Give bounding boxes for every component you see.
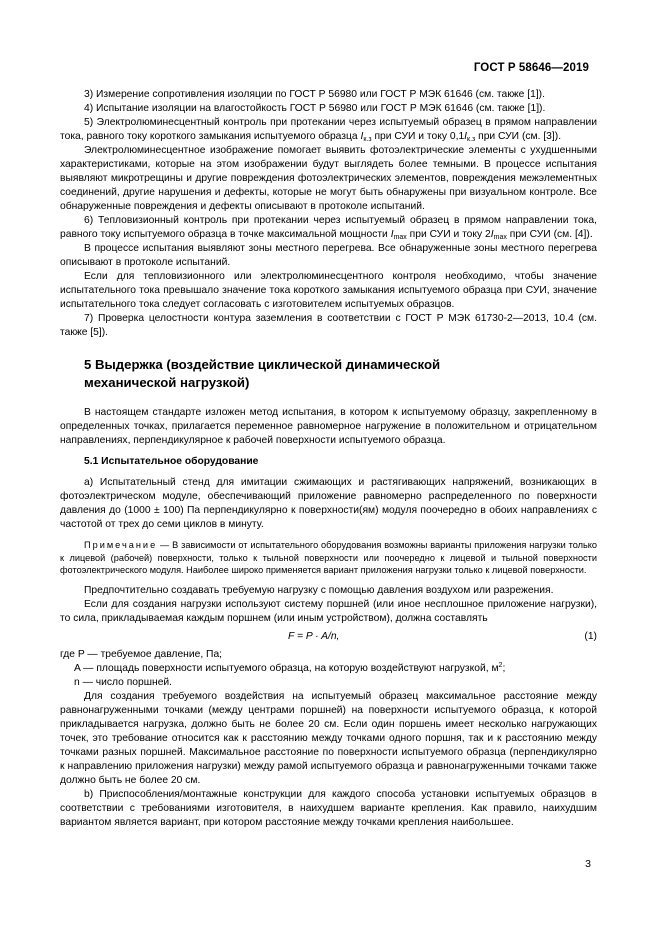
where-p: где P — требуемое давление, Па; — [60, 648, 223, 660]
item-6: 6) Тепловизионный контроль при протекании через испытуемый образец в прямом направлении тока, равного току испытуемого образца в точке максимальной мощности $I_{max}$ при СУИ и току $2I_{max}$ при СУИ (см. [4]). — [60, 215, 597, 241]
item-6-note: Если для тепловизионного или электролюминесцентного контроля необходимо, чтобы значение испытательного тока превышало значение тока короткого замыкания испытуемого образца при СУИ, значение испытательного тока следует согласовать с изготовителем испытуемых образцов. — [60, 271, 597, 310]
note: Примечание — В зависимости от испытательного оборудования возможны варианты приложения нагрузки только к лицевой (рабочей) поверхности, только к тыльной поверхности или поочередно к лицевой и тыльной поверхности фотоэлектрического модуля. Наиболее широко применяется вариант приложения нагрузки только к лицевой поверхности. — [60, 540, 597, 575]
section-5-intro: В настоящем стандарте изложен метод испытания, в котором к испытуемому образцу, закрепленному в определенных точках, прилагается переменное равномерное нагружение в положительном и отрицательном направлениях, перпендикулярное к рабочей поверхности испытуемого образца. — [60, 407, 597, 446]
where-a: A — площадь поверхности испытуемого образца, на которую воздействуют нагрузкой, $м^2$; — [74, 661, 506, 674]
section-5-title: 5 Выдержка (воздействие циклической динамической механической нагрузкой) — [84, 357, 441, 390]
piston-text: Если для создания нагрузки используют систему поршней (или иное несплошное приложение нагрузки), то сила, прикладываемая каждым поршнем (или иным устройством), должна составлять — [60, 598, 597, 624]
item-4: 4) Испытание изоляции на влагостойкость ГОСТ Р 56980 или ГОСТ Р МЭК 61646 (см. также [1]). — [84, 103, 546, 114]
section-5-1-title: 5.1 Испытательное оборудование — [84, 456, 259, 467]
item-3: 3) Измерение сопротивления изоляции по ГОСТ Р 56980 или ГОСТ Р МЭК 61646 (см. также [1]). — [84, 89, 545, 100]
page-number: 3 — [585, 858, 591, 870]
formula-1: F = P · A/n, (1) — [288, 630, 597, 642]
item-a: a) Испытательный стенд для имитации сжимающих и растягивающих напряжений, возникающих в фотоэлектрическом модуле, обеспечивающий приложение равномерно распределенного по поверхности давления до (1000 ± 100) Па перпендикулярно к поверхности(ям) модуля поочередно в обоих направлениях с частотой от трех до семи циклов в минуту. — [60, 477, 597, 530]
distance-text: Для создания требуемого воздействия на испытуемый образец максимальное расстояние между равнонагруженными точками (между центрами поршней) на поверхности испытуемого образца, к которой прикладывается нагрузка, должно быть не более 20 см. Если один поршень имеет несколько нагружающих точек, это требование относится как к расстоянию между точками одного поршня, так и к расстоянию между точками разных поршней. Максимальное расстояние по поверхности испытуемого образца (перпендикулярно к направлению приложения нагрузки) между рамой испытуемого образца и равнонагруженными точками также должно быть не более 20 см. — [60, 690, 597, 786]
item-6-description: В процессе испытания выявляют зоны местного перегрева. Все обнаруженные зоны местного перегрева описывают в протоколе испытаний. — [60, 243, 597, 268]
preference-text: Предпочтительно создавать требуемую нагрузку с помощью давления воздухом или разрежения. — [84, 584, 554, 596]
document-body — [60, 88, 597, 830]
item-7: 7) Проверка целостности контура заземления в соответствии с ГОСТ Р МЭК 61730-2—2013, 10.4 (см. также [5]). — [60, 313, 597, 338]
item-5-description: Электролюминесцентное изображение помогает выявить фотоэлектрические элементы с ухудшенными характеристиками, которые на этом изображении будут выглядеть более темными. В процессе испытания выявляют микротрещины и другие повреждения фотоэлектрических элементов, повреждения межэлементных соединений, другие нарушения и дефекты, которые не могут быть обнаружены при визуальном контроле. Все обнаруженные повреждения и дефекты описывают в протоколе испытаний. — [60, 145, 597, 212]
where-n: n — число поршней. — [74, 676, 173, 688]
formula-number: (1) — [584, 630, 597, 642]
item-b: b) Приспособления/монтажные конструкции для каждого способа установки испытуемых образцов в соответствии с требованиями изготовителя, в наихудшем варианте крепления. Как правило, наихудшим вариантом является вариант, при котором расстояние между точками крепления наибольшее. — [60, 788, 597, 828]
item-5: 5) Электролюминесцентный контроль при протекании через испытуемый образец в прямом направлении тока, равного току короткого замыкания испытуемого образца $I_{к.з}$ при СУИ и току $0,1I_{к.з}$ при СУИ (см. [3]). — [60, 117, 597, 143]
document-header: ГОСТ Р 58646—2019 — [473, 62, 589, 74]
